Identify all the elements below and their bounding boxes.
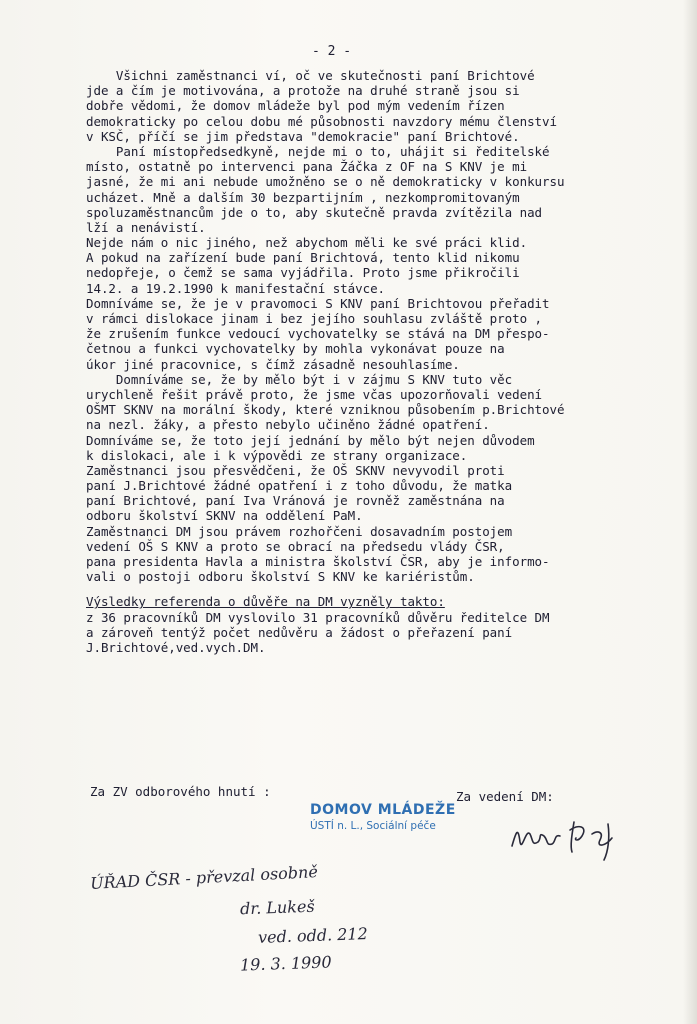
handwritten-line-2: dr. Lukeš	[239, 896, 315, 919]
body-text-line: 14.2. a 19.2.1990 k manifestační stávce.	[86, 280, 386, 296]
body-text-line: v KSČ, příčí se jim představa "demokracie" paní Brichtové.	[86, 128, 520, 144]
handwritten-line-4: 19. 3. 1990	[239, 952, 332, 975]
body-text-line: úkor jiné pracovnice, s čímž zásadně nesouhlasíme.	[86, 356, 460, 372]
body-text-line: paní J.Brichtové žádné opatření i z toho důvodu, že matka	[86, 478, 513, 494]
body-text-line: vali o postoji odboru školství S KNV ke kariéristům.	[86, 569, 475, 585]
stamp-line-2: ÚSTÍ n. L., Sociální péče	[310, 820, 436, 832]
page-edge-shadow	[683, 0, 697, 1024]
institution-stamp	[310, 802, 490, 832]
handwritten-signature	[508, 812, 628, 862]
body-text-line: odboru školství SKNV na oddělení PaM.	[86, 508, 363, 524]
body-text-line: Všichni zaměstnanci ví, oč ve skutečnosti paní Brichtové	[86, 68, 535, 83]
body-paragraphs	[86, 68, 661, 584]
handwritten-receipt-note	[89, 862, 450, 988]
body-text-line: paní Brichtové, paní Iva Vránová je rovněž zaměstnána na	[86, 493, 505, 509]
body-text-line: k dislokaci, ale i k výpovědi ze strany organizace.	[86, 447, 468, 463]
body-text-line: Domníváme se, že by mělo být i v zájmu S KNV tuto věc	[86, 371, 513, 387]
body-text-line: nedopřeje, o čemž se sama vyjádřila. Proto jsme přikročili	[86, 265, 520, 281]
body-text-line: dobře vědomi, že domov mládeže byl pod mým vedením řízen	[86, 98, 505, 114]
results-paragraph	[86, 610, 661, 656]
body-text-line: ucházet. Mně a dalším 30 bezpartijním , nezkompromitovaným	[86, 189, 520, 205]
results-text-line: J.Brichtové,ved.vych.DM.	[86, 639, 266, 655]
body-text-line: že zrušením funkce vedoucí vychovatelky se stává na DM přespo-	[86, 326, 550, 342]
typed-letter-body	[86, 68, 661, 655]
handwritten-line-1: ÚŘAD ČSR - převzal osobně	[89, 862, 319, 893]
body-text-line: Nejde nám o nic jiného, než abychom měli ke své práci klid.	[86, 235, 528, 251]
body-text-line: jasné, že mi ani nebude umožněno se o ně demokraticky v konkursu	[86, 174, 565, 190]
body-text-line: jde a čím je motivována, a protože na druhé straně jsou si	[86, 83, 520, 99]
body-text-line: na nezl. žáky, a přesto nebylo učiněno žádné opatření.	[86, 417, 490, 433]
body-text-line: urychleně řešit právě proto, že jsme včas upozorňovali vedení	[86, 386, 543, 402]
handwritten-line-3: ved. odd. 212	[257, 924, 369, 947]
body-text-line: četnou a funkci vychovatelky by mohla vykonávat pouze na	[86, 341, 505, 357]
results-text-line: a zároveň tentýž počet nedůvěru a žádost o přeřazení paní	[86, 624, 513, 640]
stamp-line-1: DOMOV MLÁDEŽE	[310, 802, 456, 818]
results-text-line: z 36 pracovníků DM vyslovilo 31 pracovníků důvěru ředitelce DM	[86, 609, 550, 625]
body-text-line: Domníváme se, že toto její jednání by mělo být nejen důvodem	[86, 432, 535, 448]
body-text-line: spoluzaměstnancům jde o to, aby skutečně pravda zvítězila nad	[86, 204, 543, 220]
signature-label-union: Za ZV odborového hnutí :	[90, 784, 271, 799]
signature-label-management: Za vedení DM:	[456, 789, 554, 804]
body-text-line: lží a nenávistí.	[86, 219, 206, 235]
body-text-line: Zaměstnanci jsou přesvědčeni, že OŠ SKNV nevyvodil proti	[86, 462, 505, 478]
body-text-line: pana presidenta Havla a ministra školství ČSR, aby je informo-	[86, 554, 550, 569]
body-text-line: OŠMT SKNV na morální škody, které vzniknou působením p.Brichtové	[86, 402, 565, 418]
body-text-line: Paní místopředsedkyně, nejde mi o to, uhájit si ředitelské	[86, 143, 550, 159]
body-text-line: A pokud na zařízení bude paní Brichtová, tento klid nikomu	[86, 250, 520, 266]
results-heading: Výsledky referenda o důvěře na DM vyzněly takto:	[86, 594, 445, 610]
page-number: - 2 -	[312, 44, 352, 59]
body-text-line: Domníváme se, že je v pravomoci S KNV paní Brichtovou přeřadit	[86, 295, 550, 311]
body-text-line: vedení OŠ S KNV a proto se obrací na předsedu vlády ČSR,	[86, 538, 505, 554]
body-text-line: v rámci dislokace jinam i bez jejího souhlasu zvláště proto ,	[86, 311, 543, 326]
body-text-line: demokraticky po celou dobu mé působnosti navzdory mému členství	[86, 113, 557, 129]
body-text-line: Zaměstnanci DM jsou právem rozhořčeni dosavadním postojem	[86, 523, 513, 539]
body-text-line: místo, ostatně po intervenci pana Žáčka z OF na S KNV je mi	[86, 159, 528, 175]
